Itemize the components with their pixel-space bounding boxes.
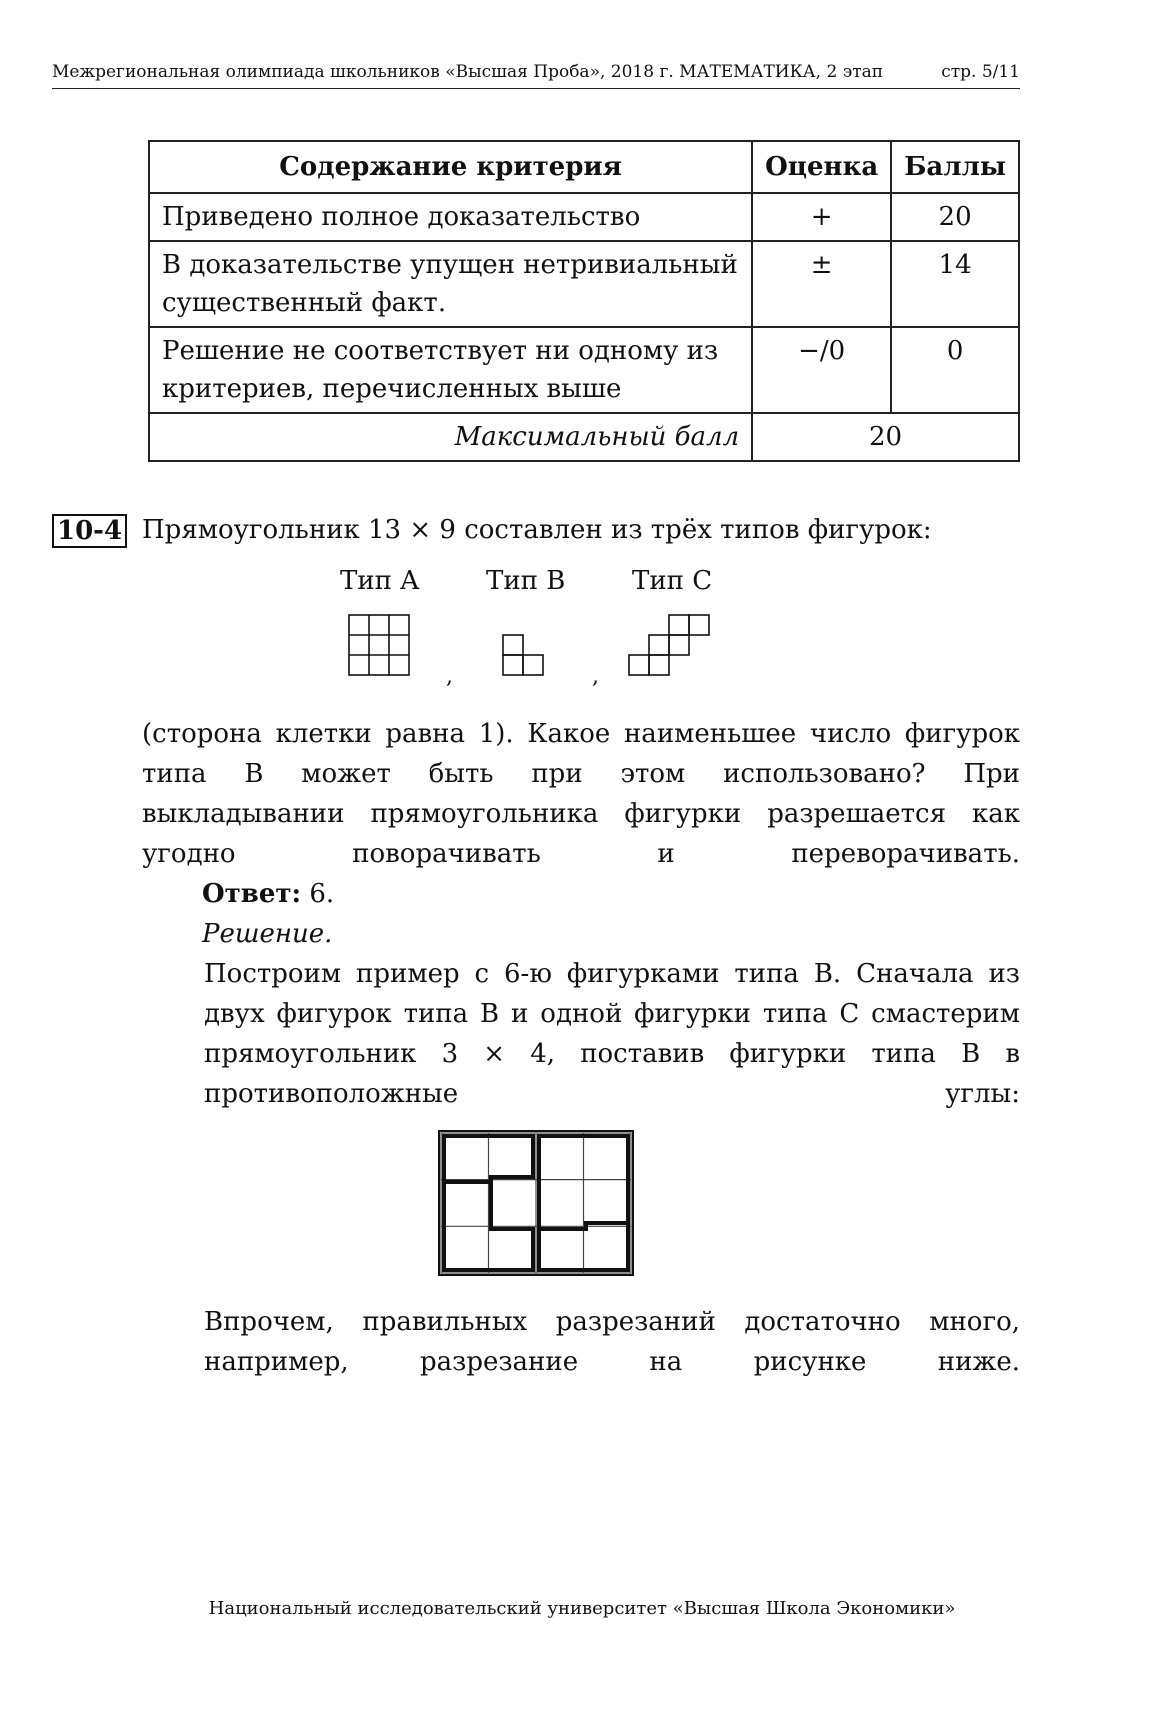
piece-separator: ,	[592, 664, 599, 689]
criteria-points: 0	[891, 327, 1019, 413]
piece-c-figure	[628, 614, 710, 676]
answer-value: 6.	[309, 879, 335, 909]
piece-a-figure	[348, 614, 410, 676]
column-header-points: Баллы	[891, 141, 1019, 193]
piece-label-c: Тип C	[632, 566, 713, 596]
criteria-content: Решение не соответствует ни одному из критериев, перечисленных выше	[149, 327, 752, 413]
criteria-points: 14	[891, 241, 1019, 327]
column-header-content: Содержание критерия	[149, 141, 752, 193]
problem-number: 10-4	[52, 514, 127, 548]
criteria-max-row	[149, 413, 1019, 461]
solution-label: Решение.	[202, 919, 333, 949]
criteria-row	[149, 241, 1019, 327]
rectangle-3x4-figure	[438, 1130, 634, 1276]
problem-statement: Прямоугольник 13 × 9 составлен из трёх типов фигурок:	[142, 515, 932, 545]
page-number: стр. 5/11	[941, 62, 1020, 82]
criteria-row	[149, 327, 1019, 413]
max-score-label: Максимальный балл	[149, 413, 752, 461]
piece-b-figure	[502, 634, 544, 676]
criteria-table	[148, 140, 1020, 462]
criteria-mark: ±	[752, 241, 891, 327]
solution-paragraph-1: Построим пример с 6-ю фигурками типа B. Сначала из двух фигурок типа B и одной фигурки типа C смастерим прямоугольник 3 × 4, поставив фигурки типа B в противоположные углы:	[204, 959, 1020, 1109]
criteria-content: Приведено полное доказательство	[149, 193, 752, 241]
page-footer: Национальный исследовательский университет «Высшая Школа Экономики»	[208, 1598, 956, 1619]
header-title: Межрегиональная олимпиада школьников «Высшая Проба», 2018 г. МАТЕМАТИКА, 2 этап	[52, 62, 884, 82]
problem-question: (сторона клетки равна 1). Какое наименьшее число фигурок типа B может быть при этом использовано? При выкладывании прямоугольника фигурки разрешается как угодно поворачивать и переворачивать.	[142, 719, 1020, 869]
answer-label: Ответ:	[202, 879, 302, 909]
piece-label-a: Тип A	[340, 566, 420, 596]
criteria-content: В доказательстве упущен нетривиальный существенный факт.	[149, 241, 752, 327]
criteria-points: 20	[891, 193, 1019, 241]
solution-paragraph-2: Впрочем, правильных разрезаний достаточно много, например, разрезание на рисунке ниже.	[204, 1307, 1020, 1377]
criteria-header-row	[149, 141, 1019, 193]
criteria-mark: −/0	[752, 327, 891, 413]
criteria-row	[149, 193, 1019, 241]
page-header	[52, 62, 1020, 89]
piece-label-b: Тип B	[486, 566, 566, 596]
column-header-mark: Оценка	[752, 141, 891, 193]
answer-line	[142, 874, 1020, 914]
piece-separator: ,	[446, 664, 453, 689]
max-score-value: 20	[752, 413, 1019, 461]
criteria-mark: +	[752, 193, 891, 241]
